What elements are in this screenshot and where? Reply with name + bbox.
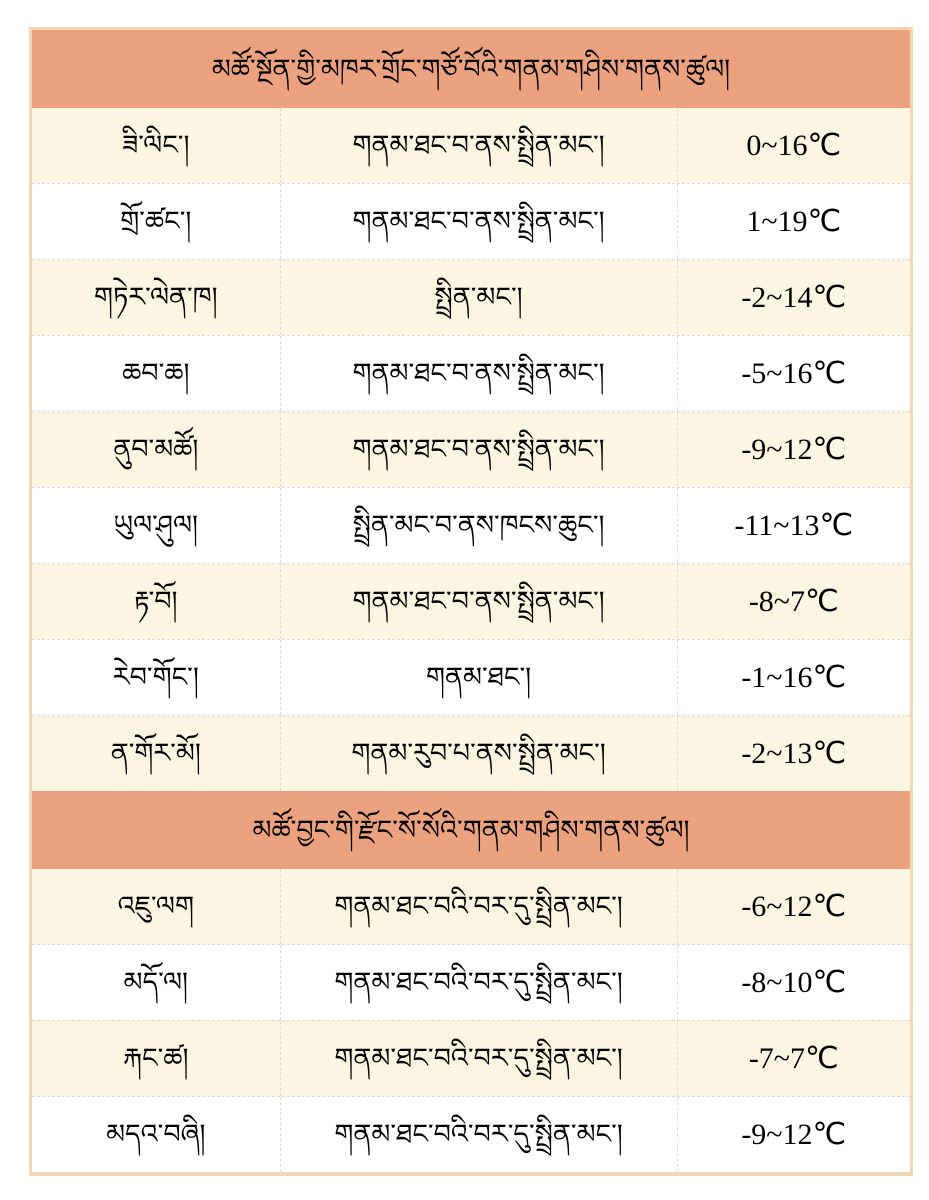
temp-cell <box>678 412 910 487</box>
place-name: ཆབ་ཆ། <box>122 358 190 389</box>
temp-range: -8~7℃ <box>748 585 839 618</box>
weather-cell <box>281 945 678 1020</box>
temp-cell <box>678 108 910 183</box>
temp-range: -9~12℃ <box>741 433 847 466</box>
section-2-header <box>32 791 910 869</box>
place-name: གཏེར་ལེན་ཁ། <box>93 282 218 313</box>
temp-range: -7~7℃ <box>748 1042 839 1075</box>
weather-text: གནམ་རུབ་པ་ནས་སྤྲིན་མང་། <box>351 738 606 769</box>
place-cell <box>32 108 281 183</box>
temp-range: 0~16℃ <box>746 129 842 162</box>
place-name: ཟི་ལིང་། <box>122 130 190 161</box>
temp-cell <box>678 1097 910 1172</box>
table-row <box>32 335 910 411</box>
weather-text: གནམ་ཐང་བ་ནས་སྤྲིན་མང་། <box>352 434 605 465</box>
place-cell <box>32 488 281 563</box>
temp-cell <box>678 184 910 259</box>
table-row <box>32 944 910 1020</box>
temp-range: -5~16℃ <box>741 357 847 390</box>
temp-range: -9~12℃ <box>741 1118 847 1151</box>
temp-cell <box>678 640 910 715</box>
section-1-header <box>32 30 910 108</box>
place-cell <box>32 1097 281 1172</box>
temp-cell <box>678 716 910 791</box>
weather-cell <box>281 184 678 259</box>
temp-cell <box>678 869 910 944</box>
weather-text: གནམ་ཐང་བའི་བར་དུ་སྤྲིན་མང་། <box>334 967 623 998</box>
place-name: ཡུལ་ཤུལ། <box>113 510 199 541</box>
weather-text: གནམ་ཐང་བའི་བར་དུ་སྤྲིན་མང་། <box>334 891 623 922</box>
place-cell <box>32 336 281 411</box>
section-2-title: མཚོ་བྱང་གི་རྫོང་སོ་སོའི་གནམ་གཤིས་གནས་ཚུལ། <box>252 814 690 846</box>
table-row <box>32 715 910 791</box>
weather-cell <box>281 412 678 487</box>
section-1-title: མཚོ་སྔོན་གྱི་མཁར་གྲོང་གཙོ་བོའི་གནམ་གཤིས་གནས་ཚུལ། <box>211 53 731 85</box>
temp-range: 1~19℃ <box>746 205 842 238</box>
weather-cell <box>281 1097 678 1172</box>
place-name: གྲོ་ཚང་། <box>120 206 192 237</box>
place-name: ན་གོར་མོ། <box>110 738 201 769</box>
weather-text: གནམ་ཐང་བ་ནས་སྤྲིན་མང་། <box>352 130 605 161</box>
table-row <box>32 1096 910 1172</box>
place-name: མདའ་བཞི། <box>106 1119 206 1150</box>
place-cell <box>32 412 281 487</box>
weather-text: གནམ་ཐང་བ་ནས་སྤྲིན་མང་། <box>352 206 605 237</box>
table-row <box>32 183 910 259</box>
temp-cell <box>678 260 910 335</box>
temp-range: -2~13℃ <box>741 737 847 770</box>
place-cell <box>32 564 281 639</box>
place-cell <box>32 869 281 944</box>
place-cell <box>32 184 281 259</box>
table-row <box>32 487 910 563</box>
temp-cell <box>678 336 910 411</box>
place-name: རྐང་ཚ། <box>123 1043 189 1074</box>
table-row <box>32 259 910 335</box>
place-cell <box>32 716 281 791</box>
weather-cell <box>281 488 678 563</box>
place-name: ནུབ་མཚོ། <box>113 434 199 465</box>
table-row <box>32 1020 910 1096</box>
temp-cell <box>678 1021 910 1096</box>
weather-text: གནམ་ཐང་བའི་བར་དུ་སྤྲིན་མང་། <box>334 1119 623 1150</box>
weather-cell <box>281 260 678 335</box>
temp-range: -6~12℃ <box>741 890 847 923</box>
table-row <box>32 639 910 715</box>
place-name: རྟ་བོ། <box>134 586 178 617</box>
table-row <box>32 563 910 639</box>
weather-text: གནམ་ཐང་བ་ནས་སྤྲིན་མང་། <box>352 358 605 389</box>
weather-cell <box>281 1021 678 1096</box>
weather-cell <box>281 564 678 639</box>
place-cell <box>32 640 281 715</box>
place-name: རེབ་གོང་། <box>112 662 199 693</box>
temp-cell <box>678 945 910 1020</box>
weather-text: གནམ་ཐང་བ་ནས་སྤྲིན་མང་། <box>352 586 605 617</box>
table-row <box>32 869 910 944</box>
weather-text: གནམ་ཐང་། <box>425 662 532 693</box>
weather-text: གནམ་ཐང་བའི་བར་དུ་སྤྲིན་མང་། <box>334 1043 623 1074</box>
weather-cell <box>281 869 678 944</box>
weather-cell <box>281 716 678 791</box>
temp-cell <box>678 564 910 639</box>
place-cell <box>32 260 281 335</box>
weather-cell <box>281 640 678 715</box>
place-cell <box>32 1021 281 1096</box>
temp-range: -1~16℃ <box>741 661 847 694</box>
weather-cell <box>281 336 678 411</box>
temp-range: -2~14℃ <box>741 281 847 314</box>
weather-cell <box>281 108 678 183</box>
temp-cell <box>678 488 910 563</box>
place-name: འཇུ་ལག <box>117 891 194 922</box>
weather-report-table <box>29 27 913 1176</box>
weather-text: སྤྲིན་མང་བ་ནས་ཁངས་ཆུང་། <box>352 510 605 541</box>
weather-text: སྤྲིན་མང་། <box>434 282 523 313</box>
table-row <box>32 108 910 183</box>
temp-range: -8~10℃ <box>741 966 847 999</box>
place-cell <box>32 945 281 1020</box>
place-name: མདོ་ལ། <box>123 967 189 998</box>
table-row <box>32 411 910 487</box>
temp-range: -11~13℃ <box>734 509 854 542</box>
